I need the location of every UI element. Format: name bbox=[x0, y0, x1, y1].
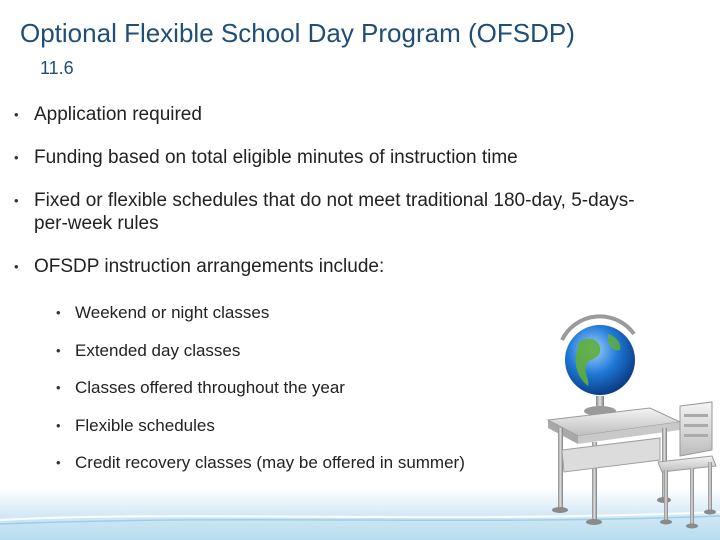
sub-bullet-dot: • bbox=[56, 380, 61, 395]
globe-desk-clipart bbox=[530, 310, 720, 540]
sub-bullet-item bbox=[56, 301, 546, 324]
bullet-dot: • bbox=[14, 107, 19, 122]
sub-bullet-dot: • bbox=[56, 305, 61, 320]
bullet-item bbox=[14, 146, 664, 169]
bullet-dot: • bbox=[14, 259, 19, 274]
sub-bullet-text: Flexible schedules bbox=[75, 415, 215, 435]
school-desk-icon bbox=[548, 402, 716, 529]
bullet-text: OFSDP instruction arrangements include: bbox=[34, 256, 385, 277]
bullet-text: Application required bbox=[34, 104, 202, 125]
sub-bullet-item bbox=[56, 376, 546, 399]
sub-bullet-item bbox=[56, 451, 546, 474]
bullet-dot: • bbox=[14, 193, 19, 208]
sub-bullet-list bbox=[56, 301, 546, 489]
bullet-text: Fixed or flexible schedules that do not meet traditional 180-day, 5-days-per-week rules bbox=[34, 190, 635, 234]
bullet-item bbox=[14, 103, 664, 126]
sub-bullet-text: Classes offered throughout the year bbox=[75, 378, 345, 397]
sub-bullet-text: Credit recovery classes (may be offered in summer) bbox=[75, 453, 465, 472]
bullet-text: Funding based on total eligible minutes of instruction time bbox=[34, 147, 518, 168]
sub-bullet-text: Weekend or night classes bbox=[75, 303, 270, 322]
slide-title: Optional Flexible School Day Program (OFSDP) bbox=[20, 18, 575, 48]
bullet-list bbox=[14, 103, 664, 298]
bullet-item bbox=[14, 255, 664, 278]
sub-bullet-item bbox=[56, 339, 546, 362]
bullet-item bbox=[14, 189, 664, 235]
sub-bullet-dot: • bbox=[56, 342, 61, 358]
sub-bullet-dot: • bbox=[56, 417, 61, 433]
sub-bullet-dot: • bbox=[56, 455, 61, 470]
slide-subtitle: 11.6 bbox=[40, 58, 74, 78]
sub-bullet-text: Extended day classes bbox=[75, 340, 241, 360]
sub-bullet-item bbox=[56, 414, 546, 437]
globe-icon bbox=[562, 316, 635, 416]
bullet-dot: • bbox=[14, 150, 19, 165]
